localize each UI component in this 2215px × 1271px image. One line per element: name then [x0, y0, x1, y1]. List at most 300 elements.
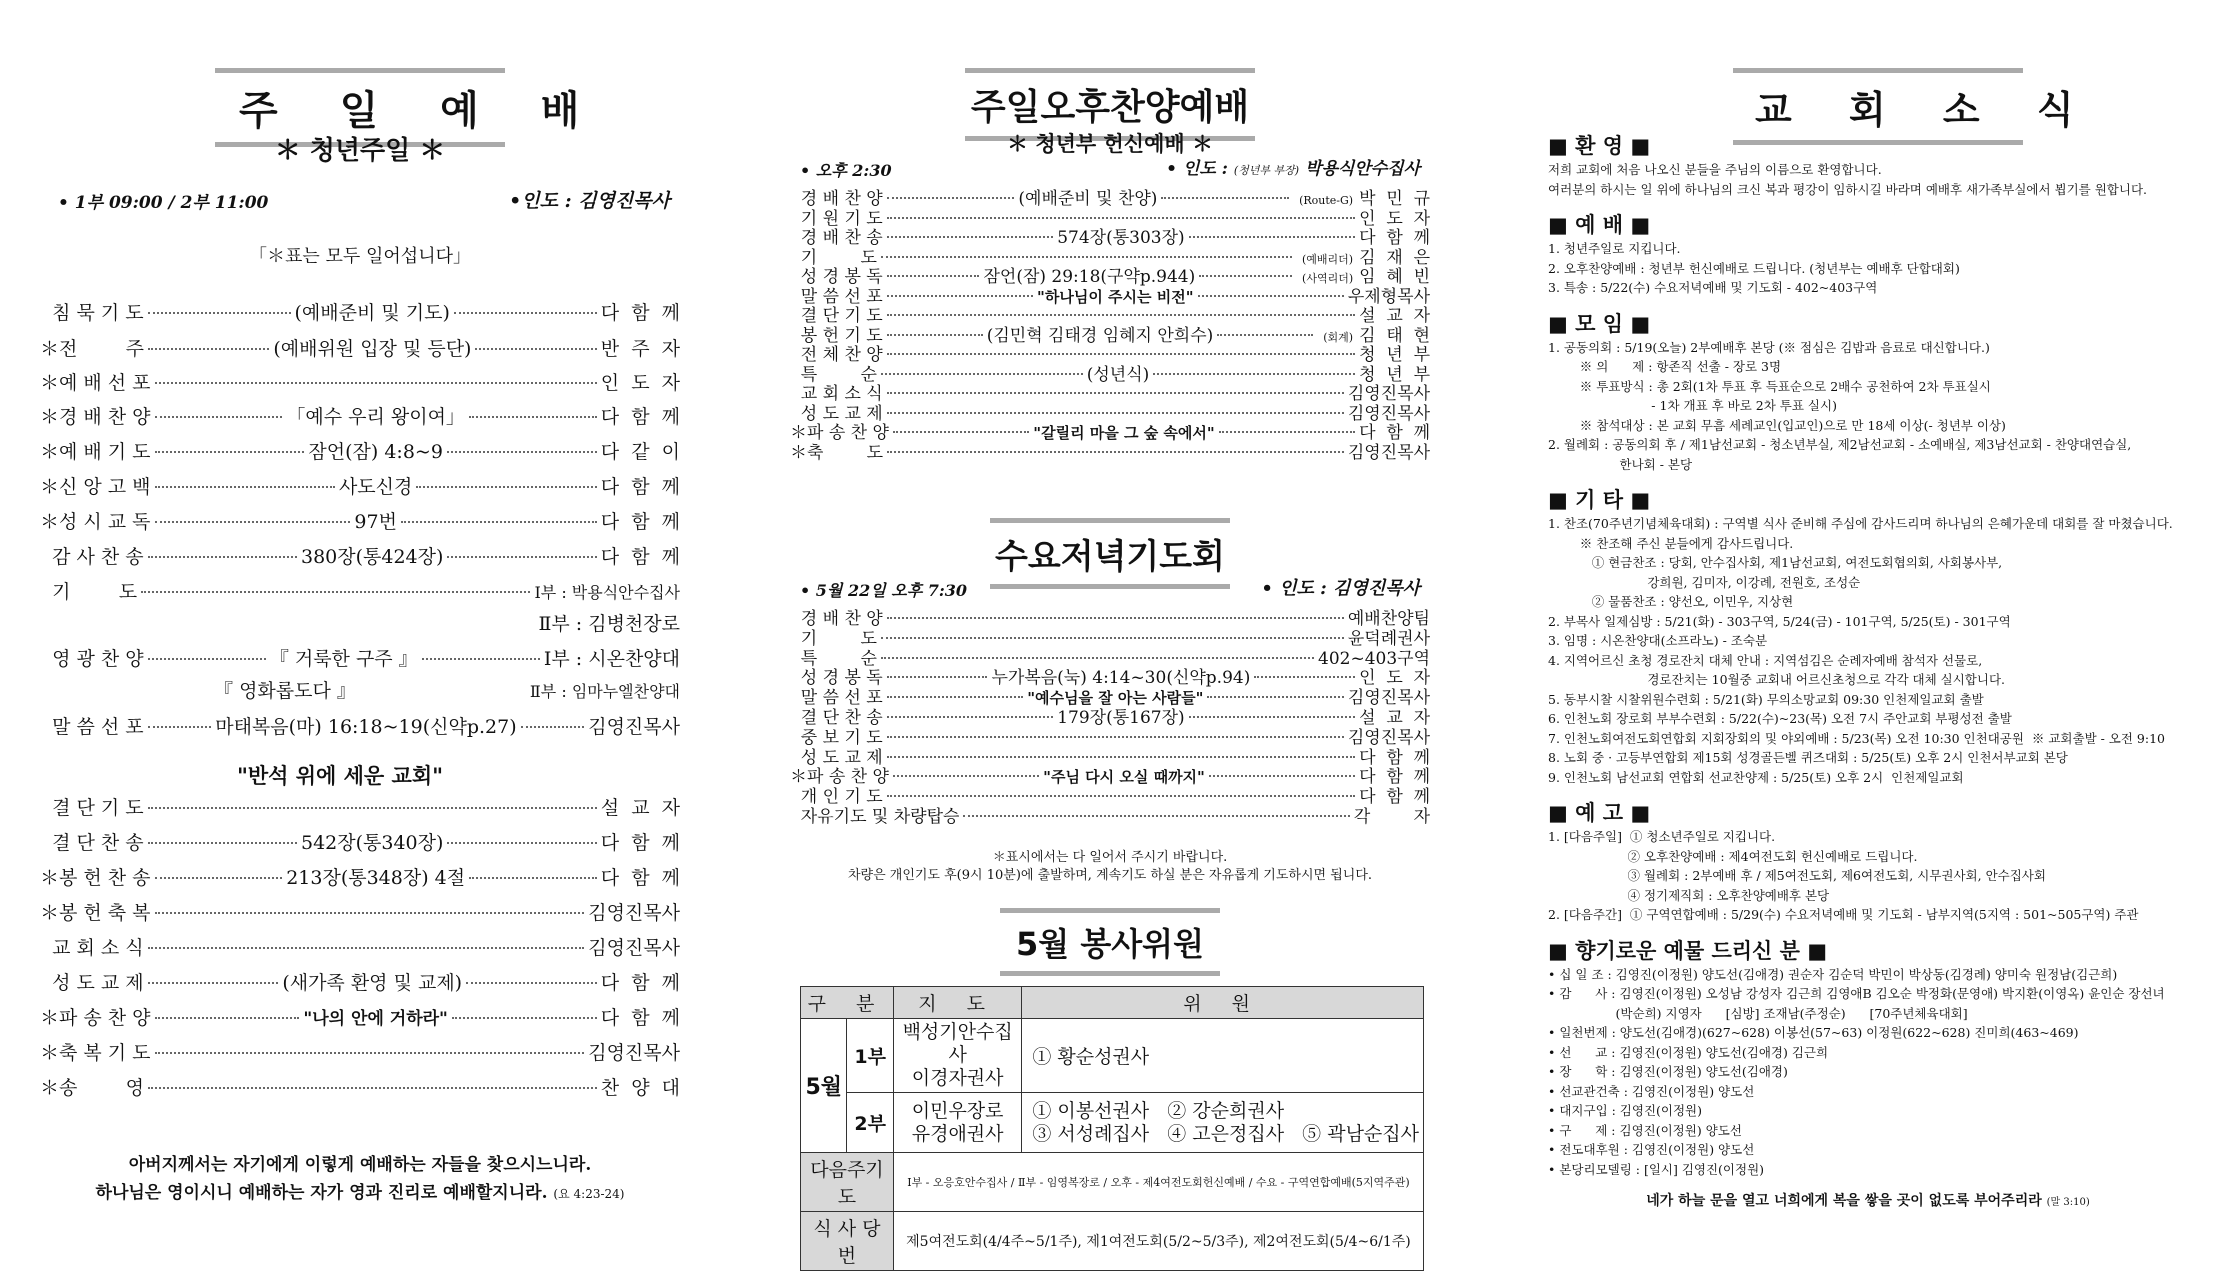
order-label: 말 씀 선 포 — [40, 716, 144, 738]
order-content: 잠언(잠) 29:18(구약p.944) — [983, 267, 1196, 287]
leader-dots — [454, 312, 597, 314]
leader-dots — [887, 295, 1033, 297]
order-row — [40, 1003, 680, 1030]
order-label: 자유기도 및 차량탑승 — [790, 807, 960, 827]
order-person: 김영진목사 — [1347, 727, 1430, 748]
order-row — [40, 863, 680, 890]
order-person: 김영진목사 — [588, 716, 680, 738]
col-header-division: 구 분 — [801, 987, 894, 1019]
part1-leader-1: 백성기안수집사 — [902, 1021, 1013, 1066]
month-cell: 5월 — [801, 1019, 847, 1153]
sunday-time: • 1부 09:00 / 2부 11:00 — [58, 193, 269, 213]
order-row — [790, 802, 1430, 827]
order-label: 교 회 소 식 — [790, 384, 883, 404]
order-label: ＊송 영 — [40, 1077, 145, 1099]
order-label: ＊봉 헌 찬 송 — [40, 867, 151, 889]
order-content: "하나님이 주시는 비전" — [1037, 287, 1194, 306]
news-line: - 1차 개표 후 바로 2차 투표 실시) — [1548, 398, 1837, 413]
news-line: 한나회 - 본당 — [1548, 456, 1693, 472]
news-line: (박순희) 지영자 [심방] 조재남(주정순) [70주년체육대회] — [1548, 1005, 1968, 1021]
news-line: 저희 교회에 처음 나오신 분들을 주님의 이름으로 환영합니다. — [1548, 162, 1882, 177]
order-person: 임 혜 빈 — [1359, 267, 1431, 287]
order-row — [40, 577, 680, 604]
may-volunteers-title: 5월 봉사위원 — [1000, 908, 1220, 976]
next-week-prayer-label: 다음주기도 — [801, 1153, 894, 1212]
leader-dots — [887, 197, 1015, 199]
order-person: 다 함 께 — [1359, 767, 1431, 788]
order-label: ＊봉 헌 축 복 — [40, 902, 151, 924]
order-content: 사도신경 — [338, 476, 413, 498]
order-label: ＊성 시 교 독 — [40, 511, 151, 533]
order-label: ＊신 앙 고 백 — [40, 476, 151, 498]
leader-dots — [148, 312, 291, 314]
order-person: 김영진목사 — [588, 902, 680, 924]
leader-dots — [148, 807, 597, 809]
news-line: ③ 월례회 : 2부예배 후 / 제5여전도회, 제6여전도회, 시무권사회, 안수집사회 — [1548, 868, 2046, 883]
order-note: (회계) — [1323, 330, 1354, 344]
part2-leader-2: 유경애권사 — [911, 1122, 1004, 1145]
order-label: 경 배 찬 송 — [790, 228, 883, 248]
news-line: 여러분의 하시는 일 위에 하나님의 크신 복과 평강이 임하시길 바라며 예배후 새가족부실에서 뵙기를 원합니다. — [1548, 181, 2148, 197]
order-person: Ⅰ부 : 시온찬양대 — [543, 648, 681, 670]
leader-dots — [447, 842, 596, 844]
order-content: 잠언(잠) 4:8~9 — [308, 441, 443, 463]
col-header-members: 위 원 — [1022, 987, 1424, 1019]
order-person: 윤덕례권사 — [1347, 628, 1430, 649]
order-person: Ⅱ부 : 김병천장로 — [538, 613, 680, 635]
news-line: ② 오후찬양예배 : 제4여전도회 헌신예배로 드립니다. — [1548, 848, 1918, 864]
leader-dots — [447, 451, 597, 453]
leader-dots — [887, 676, 988, 678]
order-content: (예배준비 및 기도) — [294, 302, 450, 324]
order-label: 말 씀 선 포 — [790, 286, 883, 307]
leader-dots — [1198, 295, 1344, 297]
leader-dots — [155, 382, 597, 384]
afternoon-service-title: 주일오후찬양예배 — [965, 68, 1255, 141]
order-label: ＊경 배 찬 양 — [40, 406, 151, 428]
leader-dots — [887, 696, 1023, 698]
afternoon-leader-name: 박용식안수집사 — [1305, 159, 1420, 179]
leader-dots — [1217, 334, 1313, 336]
news-line: • 대지구입 : 김영진(이정원) — [1548, 1103, 1703, 1118]
order-content: 누가복음(눅) 4:14~30(신약p.94) — [991, 668, 1251, 689]
order-person: 다 함 께 — [600, 972, 681, 994]
leader-dots — [1189, 716, 1355, 718]
afternoon-subtitle: ＊ 청년부 헌신예배 ＊ — [1007, 132, 1213, 156]
order-row — [40, 334, 680, 361]
news-line: ① 현금찬조 : 당회, 안수집사회, 제1남선교회, 여전도회협의회, 사회봉사부, — [1548, 555, 2003, 570]
leader-dots — [148, 556, 297, 558]
order-person: 다 함 께 — [600, 406, 680, 428]
news-line: 2. 월례회 : 공동의회 후 / 제1남선교회 - 청소년부실, 제2남선교회 - 소예배실, 제3남선교회 - 찬양대연습실, — [1548, 437, 2132, 452]
order-person: 설 교 자 — [1359, 708, 1431, 728]
order-label: ＊전 주 — [40, 338, 145, 360]
leader-dots — [1209, 775, 1355, 777]
order-content: "주님 다시 오실 때까지" — [1043, 768, 1205, 787]
leader-dots — [1153, 373, 1355, 375]
leader-dots — [401, 521, 597, 523]
order-row — [40, 793, 680, 820]
order-row — [40, 402, 680, 429]
order-row — [40, 644, 680, 671]
order-person: 김영진목사 — [1347, 403, 1430, 424]
order-person: 인 도 자 — [1359, 208, 1430, 229]
order-content: (예배준비 및 찬양) — [1018, 189, 1158, 209]
order-person: 다 함 께 — [600, 511, 680, 533]
order-row — [40, 507, 680, 534]
order-person: Ⅱ부 : 임마누엘찬양대 — [529, 682, 681, 701]
news-line: 경로잔치는 10월중 교회내 어르신초청으로 각각 대체 실시합니다. — [1548, 672, 2006, 687]
leader-dots — [155, 912, 585, 914]
part1-members: ① 황순성권사 — [1022, 1019, 1424, 1093]
wednesday-note-1: ＊표시에서는 다 일어서 주시기 바랍니다. — [992, 850, 1228, 865]
news-section-heading: ■ 모 임 ■ — [1548, 311, 1651, 336]
order-row — [40, 609, 680, 636]
order-content: 574장(통303장) — [1057, 228, 1185, 248]
news-section-heading: ■ 향기로운 예물 드리신 분 ■ — [1548, 938, 1828, 963]
meal-duty-label: 식 사 당 번 — [801, 1212, 894, 1271]
part1-leader-2: 이경자권사 — [911, 1067, 1004, 1089]
order-person: 청 년 부 — [1359, 345, 1430, 365]
order-content: (예배위원 입장 및 등단) — [273, 338, 472, 360]
leader-dots — [1254, 676, 1355, 678]
leader-dots — [887, 617, 1344, 619]
column-afternoon-service — [790, 0, 1431, 1267]
leader-dots — [893, 775, 1039, 777]
order-label: 침 묵 기 도 — [40, 302, 144, 324]
wednesday-service-title: 수요저녁기도회 — [990, 518, 1230, 589]
order-person: 다 함 께 — [1359, 228, 1431, 248]
afternoon-leader-note: (청년부 부장) — [1233, 164, 1300, 177]
leader-dots — [416, 486, 596, 488]
order-person: 설 교 자 — [600, 797, 680, 819]
order-note: (Route-G) — [1299, 194, 1354, 207]
wednesday-time: • 5월 22일 오후 7:30 — [800, 581, 968, 600]
next-week-prayer-value: Ⅰ부 - 오응호안수집사 / Ⅱ부 - 임영복장로 / 오후 - 제4여전도회헌신예배 / 수요 - 구역연합예배(5지역주관) — [893, 1153, 1423, 1212]
sermon-title: "반석 위에 세운 교회" — [236, 764, 444, 788]
order-person: 우제형목사 — [1347, 286, 1430, 307]
order-row — [40, 676, 680, 703]
order-label: 성 경 봉 독 — [790, 668, 883, 689]
leader-dots — [887, 716, 1053, 718]
news-line: 6. 인천노회 장로회 부부수련회 : 5/22(수)~23(목) 오전 7시 주안교회 부평성전 출발 — [1548, 711, 2012, 726]
order-person: 설 교 자 — [1359, 306, 1430, 326]
order-person: 다 함 께 — [600, 1007, 681, 1029]
order-label: 성 경 봉 독 — [790, 267, 883, 287]
leader-dots — [881, 637, 1344, 639]
wednesday-note-2: 차량은 개인기도 후(9시 10분)에 출발하며, 계속기도 하실 분은 자유롭게 기도하시면 됩니다. — [847, 868, 1373, 883]
order-label: 결 단 찬 송 — [790, 708, 883, 728]
order-label: ＊예 배 선 포 — [40, 372, 151, 394]
order-row — [40, 542, 680, 569]
order-content: "나의 안에 거하라" — [303, 1009, 448, 1029]
order-label: 특 순 — [790, 648, 877, 669]
closing-verse-1: 아버지께서는 자기에게 이렇게 예배하는 자들을 찾으시느니라. — [128, 1155, 592, 1175]
sunday-subtitle: ＊ 청년주일 ＊ — [274, 136, 446, 166]
order-person: 김 태 현 — [1359, 325, 1430, 346]
order-label: 기 원 기 도 — [790, 208, 883, 229]
order-person: 김영진목사 — [1347, 442, 1430, 463]
leader-dots — [155, 1052, 585, 1054]
leader-dots — [881, 657, 1314, 659]
news-line: 4. 지역어르신 초청 경로잔치 대체 안내 : 지역섬김은 순례자예배 참석자 선물로, — [1548, 652, 1983, 668]
order-person: 다 함 께 — [600, 546, 680, 568]
order-content: 「예수 우리 왕이여」 — [286, 406, 465, 428]
news-line: 3. 임명 : 시온찬양대(소프라노) - 조숙분 — [1548, 633, 1768, 648]
order-label: 전 체 찬 양 — [790, 345, 883, 365]
news-line: ② 물품찬조 : 양선오, 이민우, 지상현 — [1548, 594, 1794, 609]
news-line: ※ 참석대상 : 본 교회 무흠 세례교인(입교인)으로 만 18세 이상(- 청년부 이상) — [1548, 417, 2006, 433]
order-person: 402~403구역 — [1318, 648, 1430, 669]
order-person: 다 함 께 — [600, 867, 680, 889]
leader-dots — [148, 658, 266, 660]
order-content: 179장(통167장) — [1057, 708, 1185, 728]
leader-dots — [148, 842, 297, 844]
leader-dots — [887, 314, 1355, 316]
news-line: • 일천번제 : 양도선(김애경)(627~628) 이봉선(57~63) 이정원(622~628) 진미희(463~469) — [1548, 1025, 2079, 1040]
order-person: 김영진목사 — [1347, 384, 1430, 404]
leader-dots — [155, 1017, 300, 1019]
order-label: ＊축 복 기 도 — [40, 1042, 151, 1064]
news-line: 8. 노회 중 · 고등부연합회 제15회 성경골든벨 퀴즈대회 : 5/25(토) 오후 2시 인천서부교회 본당 — [1548, 750, 2068, 765]
leader-dots — [887, 392, 1344, 394]
part1-cell: 1부 — [847, 1019, 893, 1093]
order-row — [40, 828, 680, 855]
order-row — [40, 298, 680, 325]
news-line: 1. 찬조(70주년기념체육대회) : 구역별 식사 준비해 주심에 감사드리며 하나님의 은혜가운데 대회를 잘 마쳤습니다. — [1548, 516, 2173, 531]
leader-dots — [887, 736, 1344, 738]
news-section-heading: ■ 기 타 ■ — [1548, 488, 1651, 512]
news-line: 1. 청년주일로 지킵니다. — [1548, 241, 1681, 256]
order-row — [40, 933, 680, 960]
afternoon-leader-prefix: • 인도 : — [1166, 159, 1234, 179]
order-person: Ⅰ부 : 박용식안수집사 — [534, 583, 680, 602]
order-person: 인 도 자 — [600, 372, 680, 394]
order-person: 청 년 부 — [1359, 364, 1430, 385]
leader-dots — [893, 431, 1029, 433]
column-sunday-service — [40, 0, 680, 1240]
afternoon-time: • 오후 2:30 — [800, 161, 892, 180]
order-person: 다 함 께 — [1359, 423, 1430, 443]
order-label: ＊파 송 찬 양 — [790, 767, 889, 788]
leader-dots — [887, 451, 1344, 453]
leader-dots — [155, 877, 283, 879]
leader-dots — [141, 591, 530, 593]
news-line: • 감 사 : 김영진(이정원) 오성남 강성자 김근희 김영애B 김오순 박정화(문영애) 박지환(이영옥) 윤인순 장선녀 — [1548, 986, 2165, 1001]
leader-dots — [148, 1087, 597, 1089]
order-content: (새가족 환영 및 교제) — [282, 972, 463, 994]
news-line: 2. [다음주간] ① 구역연합예배 : 5/29(수) 수요저녁예배 및 기도회 - 남부지역(5지역 : 501~505구역) 주관 — [1548, 907, 2139, 922]
news-line: ※ 투표방식 : 총 2회(1차 투표 후 득표순으로 2배수 공천하여 2차 투표실시 — [1548, 378, 1991, 394]
sunday-service-title: 주 일 예 배 — [215, 68, 505, 147]
leader-dots — [447, 556, 596, 558]
order-row — [40, 1038, 680, 1065]
order-content: 213장(통348장) 4절 — [286, 867, 466, 889]
order-label: 개 인 기 도 — [790, 787, 883, 808]
order-content: "예수님을 잘 아는 사람들" — [1027, 689, 1204, 708]
news-line: ④ 정기제직회 : 오후찬양예배후 본당 — [1548, 887, 1830, 903]
order-content: 97번 — [354, 511, 397, 533]
order-person: 김영진목사 — [1347, 688, 1431, 709]
leader-dots — [148, 348, 269, 350]
part2-members-2: ③ 서성례집사 ④ 고은정집사 ⑤ 곽남순집사 — [1032, 1122, 1419, 1145]
order-note: (사역리더) — [1302, 272, 1354, 285]
order-label: 경 배 찬 양 — [790, 189, 883, 209]
part2-leader-1: 이민우장로 — [911, 1099, 1004, 1122]
order-content: (성년식) — [1086, 364, 1150, 385]
order-row — [40, 1073, 680, 1100]
leader-dots — [887, 334, 983, 336]
leader-dots — [887, 412, 1344, 414]
order-label: 중 보 기 도 — [790, 727, 883, 748]
order-person: 다 함 께 — [1359, 787, 1430, 808]
closing-verse-2-text: 하나님은 영이시니 예배하는 자가 영과 진리로 예배할지니라. — [95, 1183, 548, 1203]
order-label: 기 도 — [790, 247, 877, 268]
order-label: 기 도 — [40, 581, 138, 603]
leader-dots — [887, 756, 1355, 758]
leader-dots — [1161, 197, 1289, 199]
leader-dots — [521, 726, 585, 728]
order-label: 성 도 교 제 — [790, 747, 883, 768]
order-person: 김영진목사 — [588, 937, 680, 959]
order-person: 박 민 규 — [1359, 189, 1430, 209]
news-closing-verse — [1548, 1190, 2188, 1210]
news-verse-ref: (말 3:10) — [2046, 1197, 2090, 1208]
order-content: 마태복음(마) 16:18~19(신약p.27) — [215, 716, 517, 738]
order-person: 다 함 께 — [600, 476, 681, 498]
afternoon-leader — [1166, 154, 1420, 179]
order-label: 성 도 교 제 — [790, 403, 883, 424]
order-label: 성 도 교 제 — [40, 972, 144, 994]
leader-dots — [466, 982, 597, 984]
church-news-title: 교 회 소 식 — [1733, 68, 2023, 145]
order-person: 다 같 이 — [600, 441, 681, 463]
order-row — [40, 472, 680, 499]
leader-dots — [422, 658, 540, 660]
leader-dots — [887, 795, 1355, 797]
order-content: 380장(통424장) — [300, 546, 444, 568]
leader-dots — [1199, 275, 1292, 277]
order-label: 결 단 기 도 — [790, 306, 883, 326]
order-person: 김 재 은 — [1359, 247, 1430, 268]
order-person: 반 주 자 — [600, 338, 680, 360]
news-section-heading: ■ 환 영 ■ — [1548, 134, 1651, 158]
closing-verse-2 — [40, 1178, 680, 1203]
leader-dots — [881, 256, 1292, 258]
leader-dots — [148, 726, 212, 728]
stand-notice: 「＊표는 모두 일어섭니다」 — [249, 246, 471, 267]
order-row — [40, 712, 680, 739]
leader-dots — [887, 353, 1355, 355]
news-line: • 선교관건축 : 김영진(이정원) 양도선 — [1548, 1083, 1755, 1099]
news-line: • 장 학 : 김영진(이정원) 양도선(김애경) — [1548, 1064, 1788, 1079]
order-person: 각 자 — [1353, 807, 1430, 827]
news-section-heading: ■ 예 고 ■ — [1548, 801, 1651, 825]
order-label: 영 광 찬 양 — [40, 648, 144, 670]
order-content: 542장(통340장) — [300, 832, 444, 854]
leader-dots — [881, 373, 1083, 375]
order-note: (예배리더) — [1302, 252, 1354, 266]
order-content: "갈릴리 마을 그 숲 속에서" — [1033, 424, 1215, 442]
news-line: 강희원, 김미자, 이강례, 전원호, 조성순 — [1548, 574, 1861, 590]
order-label: ＊파 송 찬 양 — [40, 1007, 151, 1029]
news-line: 5. 동부시찰 시찰위원수련회 : 5/21(화) 무의소망교회 09:30 인천제일교회 출발 — [1548, 691, 1984, 707]
order-label: 교 회 소 식 — [40, 937, 144, 959]
order-person: 다 함 께 — [600, 302, 680, 324]
order-label: 감 사 찬 송 — [40, 546, 144, 568]
leader-dots — [1207, 696, 1343, 698]
order-label: 특 순 — [790, 364, 877, 385]
order-content: (김민혁 김태경 임혜지 안희수) — [986, 325, 1214, 346]
order-person: 다 함 께 — [600, 832, 680, 854]
news-line: 2. 오후찬양예배 : 청년부 헌신예배로 드립니다. (청년부는 예배후 단합대회) — [1548, 260, 1960, 276]
news-line: ※ 찬조해 주신 분들에게 감사드립니다. — [1548, 535, 1794, 551]
order-label: ＊예 배 기 도 — [40, 441, 151, 463]
order-row — [40, 368, 680, 395]
column-church-news — [1548, 0, 2208, 1240]
order-label: 경 배 찬 양 — [790, 609, 883, 629]
news-section-heading: ■ 예 배 ■ — [1548, 213, 1651, 237]
news-line: 7. 인천노회여전도회연합회 지회장회의 및 야외예배 : 5/23(목) 오전 10:30 인천대공원 ※ 교회출발 - 오전 9:10 — [1548, 730, 2166, 746]
order-person: 인 도 자 — [1359, 668, 1430, 689]
leader-dots — [155, 416, 283, 418]
order-person: 김영진목사 — [588, 1042, 680, 1064]
news-verse-text: 네가 하늘 문을 열고 너희에게 복을 쌓을 곳이 없도록 부어주리라 — [1646, 1193, 2042, 1209]
order-content: 『 거룩한 구주 』 — [269, 648, 418, 670]
leader-dots — [887, 236, 1053, 238]
news-line: • 십 일 조 : 김영진(이정원) 양도선(김애경) 권순자 김순덕 박민이 박상동(김경례) 양미숙 원정남(김근희) — [1548, 966, 2118, 982]
news-line: ※ 의 제 : 항존직 선출 - 장로 3명 — [1548, 359, 1782, 374]
news-line: 9. 인천노회 남선교회 연합회 선교찬양제 : 5/25(토) 오후 2시 인천제일교회 — [1548, 769, 1964, 785]
leader-dots — [475, 348, 596, 350]
order-row — [40, 437, 680, 464]
news-line: • 본당리모델링 : [일시] 김영진(이정원) — [1548, 1161, 1765, 1177]
order-label: 결 단 기 도 — [40, 797, 144, 819]
part2-cell: 2부 — [847, 1093, 893, 1153]
order-label: ＊축 도 — [790, 442, 884, 463]
leader-dots — [148, 982, 279, 984]
news-line: • 전도대후원 : 김영진(이정원) 양도선 — [1548, 1142, 1755, 1157]
meal-duty-value: 제5여전도회(4/4주~5/1주), 제1여전도회(5/2~5/3주), 제2여전도회(5/4~6/1주) — [893, 1212, 1423, 1271]
order-label: 봉 헌 기 도 — [790, 325, 883, 346]
order-row — [40, 898, 680, 925]
leader-dots — [155, 451, 305, 453]
leader-dots — [148, 947, 585, 949]
order-label: ＊파 송 찬 양 — [790, 423, 889, 443]
order-person: 다 함 께 — [1359, 747, 1430, 768]
order-label: 결 단 찬 송 — [40, 832, 144, 854]
part2-members-1: ① 이봉선권사 ② 강순희권사 — [1032, 1099, 1285, 1122]
order-label: 말 씀 선 포 — [790, 688, 883, 709]
order-row — [40, 968, 680, 995]
news-line: 2. 부목사 일제심방 : 5/21(화) - 303구역, 5/24(금) - 101구역, 5/25(토) - 301구역 — [1548, 613, 2011, 629]
sunday-leader: •인도 : 김영진목사 — [509, 190, 670, 212]
part2-leaders — [893, 1093, 1021, 1153]
leader-dots — [469, 416, 597, 418]
news-line: • 구 제 : 김영진(이정원) 양도선 — [1548, 1122, 1742, 1138]
order-person: 예배찬양팀 — [1347, 609, 1430, 629]
col-header-leader: 지 도 — [893, 987, 1021, 1019]
leader-dots — [452, 1017, 597, 1019]
leader-dots — [1219, 431, 1355, 433]
leader-dots — [155, 486, 335, 488]
leader-dots — [155, 521, 351, 523]
news-line: 3. 특송 : 5/22(수) 수요저녁예배 및 기도회 - 402~403구역 — [1548, 280, 1878, 295]
leader-dots — [1189, 236, 1355, 238]
order-row — [790, 438, 1430, 463]
leader-dots — [963, 815, 1350, 817]
order-content: 『 영화롭도다 』 — [214, 680, 356, 702]
